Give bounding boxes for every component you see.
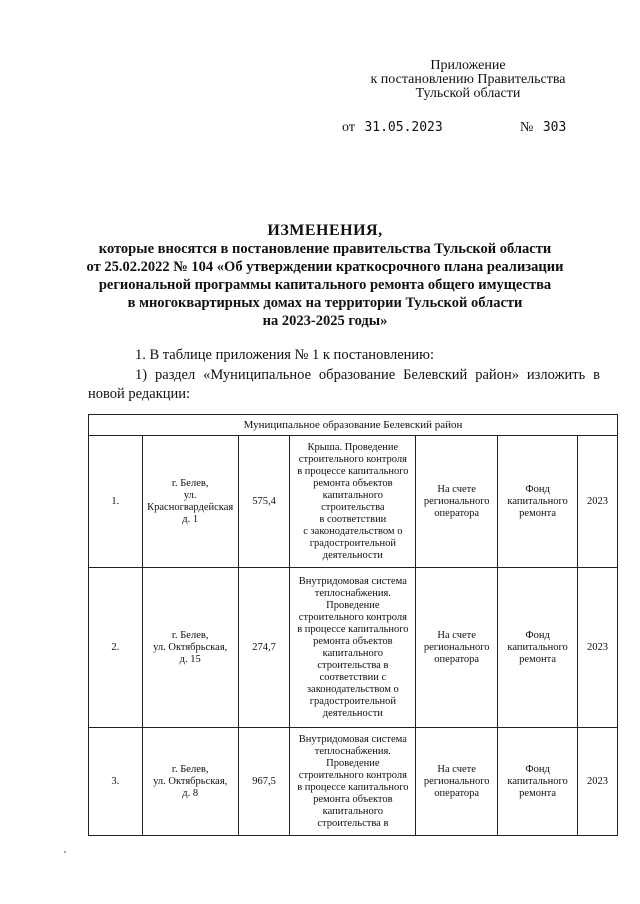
fund-cell bbox=[498, 568, 578, 728]
fund-line: ремонта bbox=[519, 787, 556, 799]
appendix-line-2: к постановлению Правительства bbox=[370, 72, 566, 87]
work-line: Внутридомовая система bbox=[298, 733, 407, 745]
work-line: в процессе капитального bbox=[297, 781, 409, 793]
fund-line: Фонд bbox=[525, 763, 550, 775]
paragraph-2-line-2: новой редакции: bbox=[88, 386, 191, 402]
address-line: ул. bbox=[183, 489, 197, 501]
account-line: На счете bbox=[437, 483, 476, 495]
work-line: Проведение bbox=[326, 757, 380, 769]
account-cell bbox=[416, 568, 498, 728]
address-cell bbox=[142, 728, 238, 836]
work-line: теплоснабжения. bbox=[314, 745, 391, 757]
work-line: градостроительной bbox=[309, 695, 397, 707]
paragraph-2-line-1: 1) раздел «Муниципальное образование Белевский район» изложить в bbox=[135, 367, 600, 383]
work-line: деятельности bbox=[322, 707, 383, 719]
title-line-3: региональной программы капитального ремонта общего имущества bbox=[98, 277, 552, 293]
appendix-line-1: Приложение bbox=[430, 58, 506, 73]
row-number: 2. bbox=[89, 568, 143, 728]
decree-number: 303 bbox=[542, 120, 567, 135]
work-line: в процессе капитального bbox=[297, 465, 409, 477]
address-line: д. 15 bbox=[179, 653, 201, 665]
work-line: деятельности bbox=[322, 549, 383, 561]
changes-table bbox=[88, 414, 618, 836]
work-cell bbox=[290, 568, 416, 728]
work-line: ремонта объектов bbox=[313, 477, 393, 489]
address-line: Красногвардейская bbox=[147, 501, 234, 513]
row-number: 3. bbox=[89, 728, 143, 836]
account-line: оператора bbox=[434, 653, 480, 665]
work-line: теплоснабжения. bbox=[314, 587, 391, 599]
work-line: с законодательством о bbox=[303, 525, 403, 537]
appendix-line-3: Тульской области bbox=[415, 86, 521, 101]
work-line: соответствии с bbox=[319, 671, 387, 683]
fund-cell bbox=[498, 436, 578, 568]
decree-date: 31.05.2023 bbox=[364, 120, 443, 135]
row-number: 1. bbox=[89, 436, 143, 568]
paragraph-1: 1. В таблице приложения № 1 к постановлению: bbox=[135, 347, 435, 363]
work-line: строительного контроля bbox=[298, 769, 407, 781]
work-line: строительного контроля bbox=[298, 611, 407, 623]
title-heading: ИЗМЕНЕНИЯ, bbox=[267, 222, 383, 239]
work-line: капитального bbox=[322, 647, 384, 659]
work-line: ремонта объектов bbox=[313, 635, 393, 647]
fund-line: Фонд bbox=[525, 629, 550, 641]
work-line: в процессе капитального bbox=[297, 623, 409, 635]
year-cell: 2023 bbox=[578, 568, 618, 728]
account-line: регионального bbox=[423, 495, 490, 507]
fund-line: капитального bbox=[507, 495, 568, 507]
fund-line: капитального bbox=[507, 775, 568, 787]
address-line: г. Белев, bbox=[171, 763, 209, 775]
work-line: капитального bbox=[322, 805, 384, 817]
table-row bbox=[89, 436, 618, 568]
work-line: капитального bbox=[322, 489, 384, 501]
table-row bbox=[89, 568, 618, 728]
work-line: Внутридомовая система bbox=[298, 575, 407, 587]
account-line: регионального bbox=[423, 641, 490, 653]
fund-line: ремонта bbox=[519, 653, 556, 665]
address-line: ул. Октябрьская, bbox=[153, 641, 228, 653]
work-line: законодательством о bbox=[306, 683, 399, 695]
work-line: строительного контроля bbox=[298, 453, 407, 465]
area-cell: 575,4 bbox=[238, 436, 290, 568]
account-line: На счете bbox=[437, 763, 476, 775]
title-line-1: которые вносятся в постановление правительства Тульской области bbox=[98, 241, 552, 257]
fund-line: Фонд bbox=[525, 483, 550, 495]
scan-speck bbox=[64, 851, 66, 853]
address-line: д. 1 bbox=[182, 513, 199, 525]
address-line: г. Белев, bbox=[171, 477, 209, 489]
table-header: Муниципальное образование Белевский район bbox=[89, 415, 618, 436]
work-cell bbox=[290, 436, 416, 568]
decree-number-group bbox=[520, 120, 566, 136]
work-line: строительства bbox=[321, 501, 385, 513]
work-line: ремонта объектов bbox=[313, 793, 393, 805]
decree-date-line bbox=[342, 120, 567, 136]
work-line: Проведение bbox=[326, 599, 380, 611]
title-line-4: в многоквартирных домах на территории Тульской области bbox=[127, 295, 523, 311]
number-prefix: № bbox=[520, 120, 534, 135]
work-line: в соответствии bbox=[319, 513, 387, 525]
area-cell: 967,5 bbox=[238, 728, 290, 836]
work-line: строительства в bbox=[317, 817, 389, 829]
account-line: регионального bbox=[423, 775, 490, 787]
work-line: строительства в bbox=[317, 659, 389, 671]
work-cell bbox=[290, 728, 416, 836]
work-line: градостроительной bbox=[309, 537, 397, 549]
address-line: ул. Октябрьская, bbox=[153, 775, 228, 787]
area-cell: 274,7 bbox=[238, 568, 290, 728]
document-title bbox=[60, 222, 590, 330]
year-cell: 2023 bbox=[578, 436, 618, 568]
appendix-block bbox=[348, 59, 588, 101]
account-line: оператора bbox=[434, 787, 480, 799]
account-line: На счете bbox=[437, 629, 476, 641]
account-line: оператора bbox=[434, 507, 480, 519]
year-cell: 2023 bbox=[578, 728, 618, 836]
title-line-5: на 2023-2025 годы» bbox=[262, 313, 388, 329]
fund-cell bbox=[498, 728, 578, 836]
address-line: д. 8 bbox=[182, 787, 199, 799]
account-cell bbox=[416, 728, 498, 836]
work-line: Крыша. Проведение bbox=[307, 441, 399, 453]
address-line: г. Белев, bbox=[171, 629, 209, 641]
date-prefix: от bbox=[342, 120, 355, 135]
fund-line: капитального bbox=[507, 641, 568, 653]
address-cell bbox=[142, 436, 238, 568]
title-line-2: от 25.02.2022 № 104 «Об утверждении краткосрочного плана реализации bbox=[86, 259, 564, 275]
address-cell bbox=[142, 568, 238, 728]
account-cell bbox=[416, 436, 498, 568]
fund-line: ремонта bbox=[519, 507, 556, 519]
table-row bbox=[89, 728, 618, 836]
